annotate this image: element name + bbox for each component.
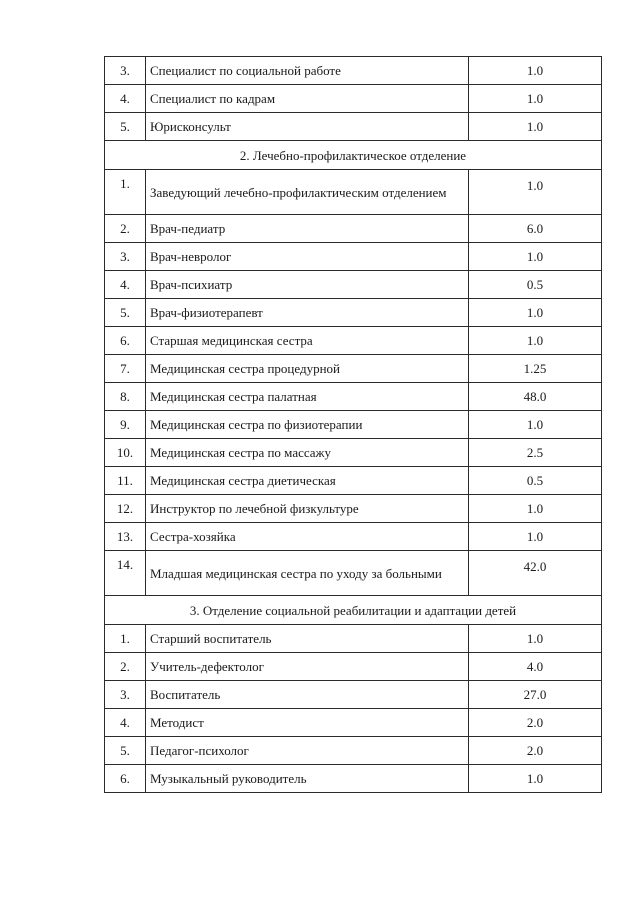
row-number: 6. [105, 765, 146, 793]
row-number: 3. [105, 57, 146, 85]
row-number: 2. [105, 215, 146, 243]
row-number: 1. [105, 170, 146, 215]
table-row [105, 215, 602, 243]
position-title: Врач-педиатр [146, 215, 469, 243]
position-title: Медицинская сестра палатная [146, 383, 469, 411]
position-title: Младшая медицинская сестра по уходу за больными [146, 551, 469, 596]
table-row [105, 411, 602, 439]
section-3 [105, 596, 602, 793]
position-title: Учитель-дефектолог [146, 653, 469, 681]
position-quantity: 1.0 [469, 411, 602, 439]
section-1-rows [105, 57, 602, 141]
section-2 [105, 141, 602, 596]
row-number: 5. [105, 299, 146, 327]
position-quantity: 1.0 [469, 170, 602, 215]
position-title: Заведующий лечебно-профилактическим отделением [146, 170, 469, 215]
table-row [105, 383, 602, 411]
position-title: Врач-психиатр [146, 271, 469, 299]
table-row [105, 653, 602, 681]
row-number: 1. [105, 625, 146, 653]
position-quantity: 1.25 [469, 355, 602, 383]
table-row [105, 355, 602, 383]
position-quantity: 48.0 [469, 383, 602, 411]
position-title: Медицинская сестра процедурной [146, 355, 469, 383]
position-title: Медицинская сестра диетическая [146, 467, 469, 495]
row-number: 10. [105, 439, 146, 467]
table-row [105, 681, 602, 709]
table-row [105, 765, 602, 793]
position-title: Воспитатель [146, 681, 469, 709]
table-row [105, 523, 602, 551]
row-number: 9. [105, 411, 146, 439]
row-number: 11. [105, 467, 146, 495]
position-quantity: 2.5 [469, 439, 602, 467]
staffing-table [104, 56, 602, 793]
position-quantity: 0.5 [469, 467, 602, 495]
position-title: Методист [146, 709, 469, 737]
table-row [105, 439, 602, 467]
row-number: 4. [105, 271, 146, 299]
row-number: 7. [105, 355, 146, 383]
position-quantity: 42.0 [469, 551, 602, 596]
position-quantity: 1.0 [469, 57, 602, 85]
position-quantity: 6.0 [469, 215, 602, 243]
table-row [105, 467, 602, 495]
position-title: Специалист по социальной работе [146, 57, 469, 85]
section-header-row [105, 141, 602, 170]
table-row [105, 57, 602, 85]
table-row [105, 551, 602, 596]
table-row [105, 113, 602, 141]
row-number: 5. [105, 113, 146, 141]
table-row [105, 271, 602, 299]
position-quantity: 1.0 [469, 243, 602, 271]
position-quantity: 2.0 [469, 737, 602, 765]
table-row [105, 327, 602, 355]
row-number: 4. [105, 709, 146, 737]
position-quantity: 0.5 [469, 271, 602, 299]
position-quantity: 1.0 [469, 495, 602, 523]
position-quantity: 4.0 [469, 653, 602, 681]
table-row [105, 625, 602, 653]
row-number: 3. [105, 243, 146, 271]
table-row [105, 243, 602, 271]
row-number: 5. [105, 737, 146, 765]
table-row [105, 85, 602, 113]
row-number: 12. [105, 495, 146, 523]
table-row [105, 170, 602, 215]
position-title: Врач-невролог [146, 243, 469, 271]
position-quantity: 27.0 [469, 681, 602, 709]
position-title: Сестра-хозяйка [146, 523, 469, 551]
position-quantity: 1.0 [469, 765, 602, 793]
position-title: Инструктор по лечебной физкультуре [146, 495, 469, 523]
row-number: 2. [105, 653, 146, 681]
table-row [105, 737, 602, 765]
position-title: Педагог-психолог [146, 737, 469, 765]
row-number: 6. [105, 327, 146, 355]
table-row [105, 709, 602, 737]
position-title: Музыкальный руководитель [146, 765, 469, 793]
position-quantity: 1.0 [469, 299, 602, 327]
position-quantity: 1.0 [469, 113, 602, 141]
table-row [105, 495, 602, 523]
row-number: 8. [105, 383, 146, 411]
row-number: 13. [105, 523, 146, 551]
position-title: Старший воспитатель [146, 625, 469, 653]
row-number: 14. [105, 551, 146, 596]
position-title: Медицинская сестра по массажу [146, 439, 469, 467]
position-quantity: 2.0 [469, 709, 602, 737]
section-heading: 2. Лечебно-профилактическое отделение [105, 141, 602, 170]
position-quantity: 1.0 [469, 625, 602, 653]
row-number: 3. [105, 681, 146, 709]
position-title: Старшая медицинская сестра [146, 327, 469, 355]
row-number: 4. [105, 85, 146, 113]
position-title: Специалист по кадрам [146, 85, 469, 113]
position-title: Медицинская сестра по физиотерапии [146, 411, 469, 439]
table-row [105, 299, 602, 327]
position-quantity: 1.0 [469, 85, 602, 113]
section-heading: 3. Отделение социальной реабилитации и адаптации детей [105, 596, 602, 625]
position-title: Врач-физиотерапевт [146, 299, 469, 327]
position-title: Юрисконсульт [146, 113, 469, 141]
position-quantity: 1.0 [469, 327, 602, 355]
section-header-row [105, 596, 602, 625]
position-quantity: 1.0 [469, 523, 602, 551]
